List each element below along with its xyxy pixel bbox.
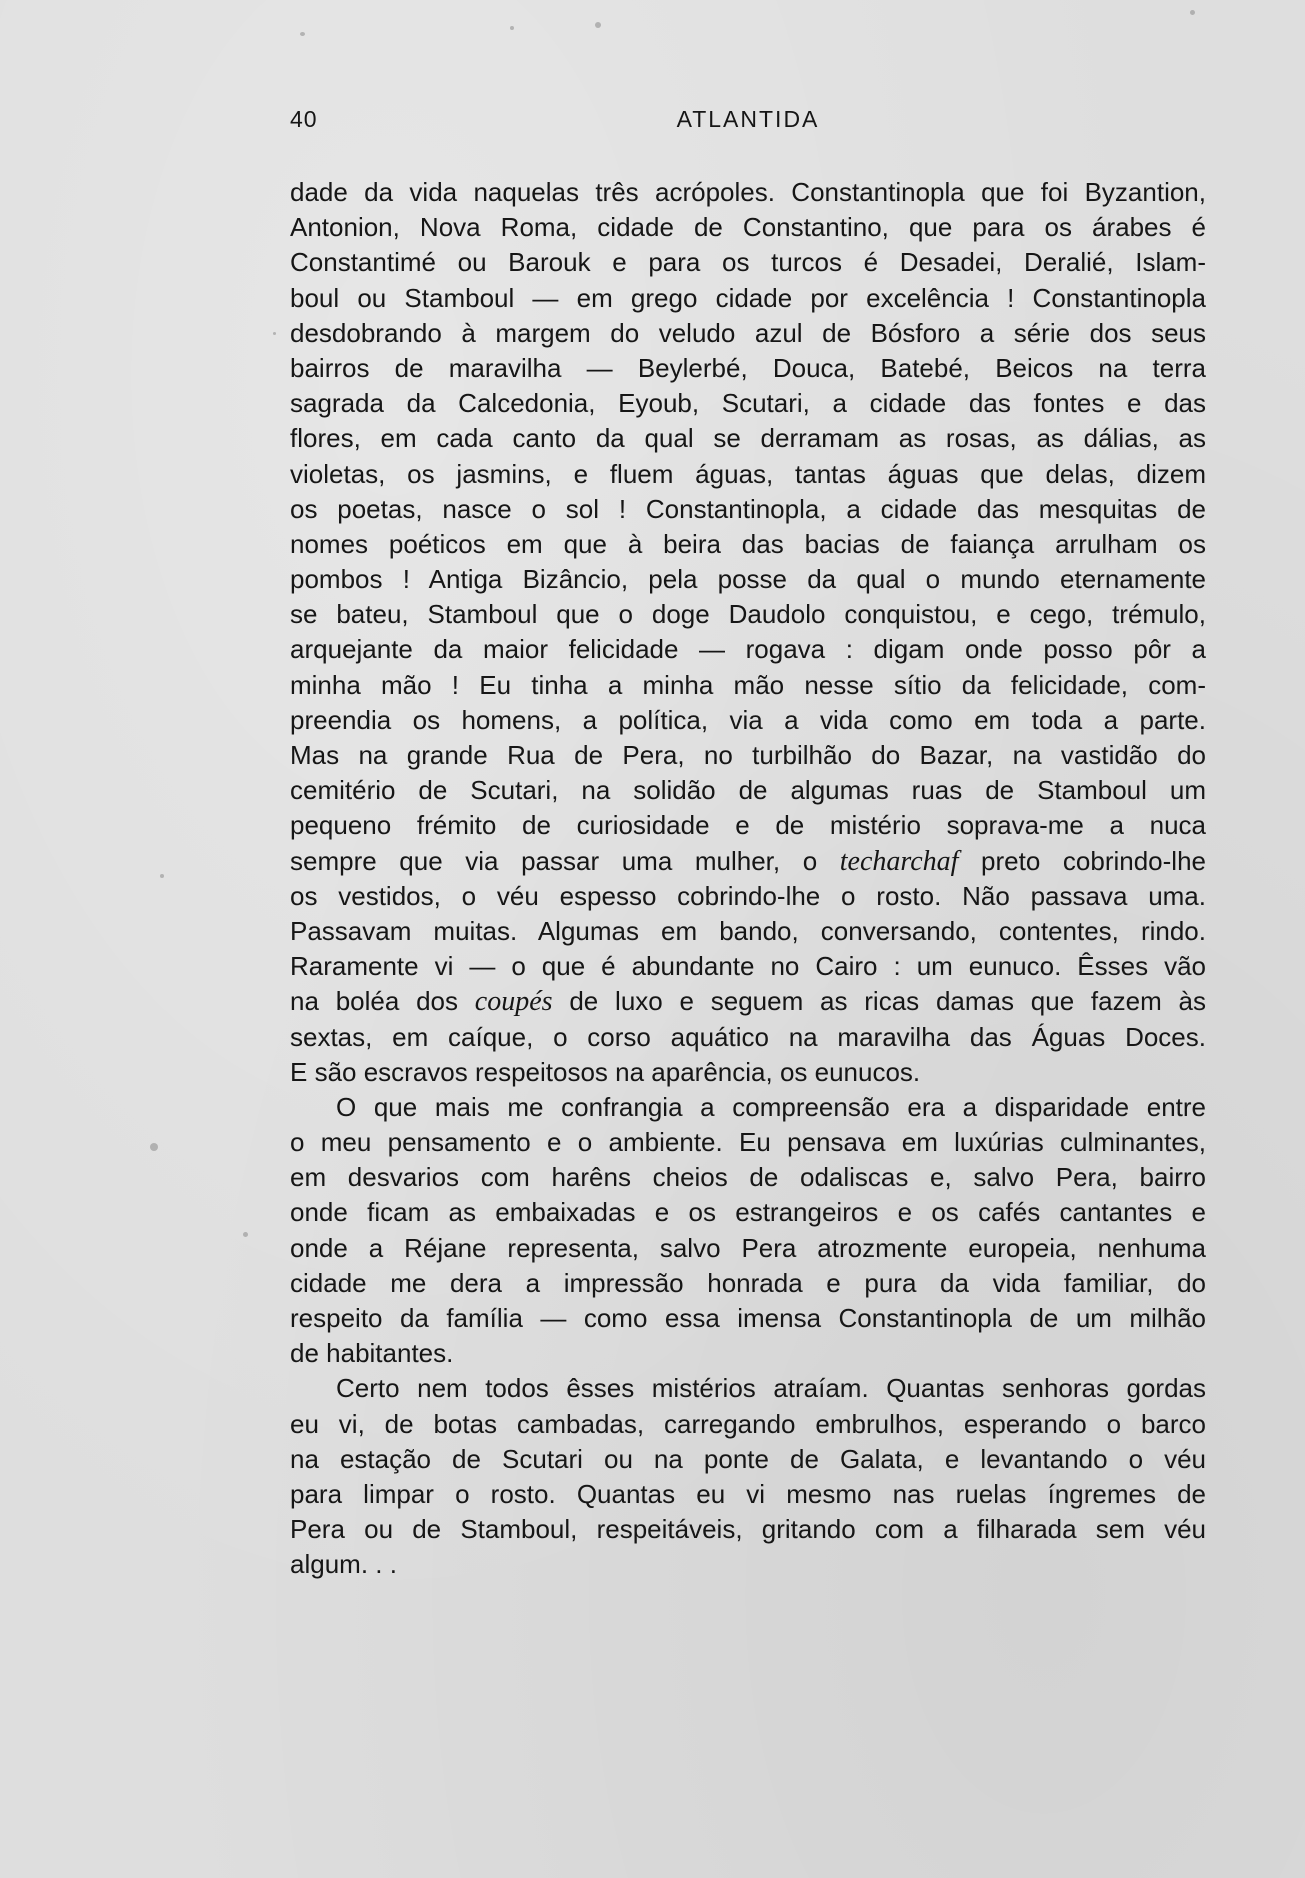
text-line: minha mão ! Eu tinha a minha mão nesse sítio da felicidade, com-: [290, 669, 1206, 700]
text-line: cemitério de Scutari, na solidão de algumas ruas de Stamboul um: [290, 775, 1206, 806]
text-run: na boléa dos: [290, 986, 475, 1017]
paper-speck: [595, 22, 601, 28]
text-line: dade da vida naquelas três acrópoles. Constantinopla que foi Byzantion,: [290, 177, 1206, 207]
text-line: E são escravos respeitosos na aparência, os eunucos.: [290, 1056, 921, 1087]
text-line: arquejante da maior felicidade — rogava : digam onde posso pôr a: [290, 634, 1206, 665]
paragraph: [290, 1090, 1206, 1372]
page-header: [290, 106, 1206, 140]
text-line: Mas na grande Rua de Pera, no turbilhão do Bazar, na vastidão do: [290, 740, 1206, 770]
paper-speck: [150, 1143, 158, 1151]
paper-speck: [1190, 10, 1195, 15]
text-line: Constantimé ou Barouk e para os turcos é Desadei, Deralié, Islam-: [290, 247, 1206, 278]
text-line: onde a Réjane representa, salvo Pera atrozmente europeia, nenhuma: [290, 1232, 1206, 1263]
text-line: boul ou Stamboul — em grego cidade por excelência ! Constantinopla: [290, 282, 1206, 313]
running-title: ATLANTIDA: [676, 106, 820, 132]
text-line: o meu pensamento e o ambiente. Eu pensava em luxúrias culminantes,: [290, 1127, 1206, 1158]
text-line: flores, em cada canto da qual se derramam as rosas, as dálias, as: [290, 423, 1206, 454]
text-line: algum. . .: [290, 1549, 397, 1580]
text-line: [290, 984, 1206, 1019]
paper-speck: [273, 332, 276, 335]
text-line: respeito da família — como essa imensa Constantinopla de um milhão: [290, 1303, 1206, 1333]
text-line: desdobrando à margem do veludo azul de Bósforo a série dos seus: [290, 317, 1206, 348]
text-line: onde ficam as embaixadas e os estrangeiros e os cafés cantantes e: [290, 1197, 1206, 1228]
text-line: de habitantes.: [290, 1338, 454, 1369]
text-line: para limpar o rosto. Quantas eu vi mesmo nas ruelas íngremes de: [290, 1478, 1206, 1509]
text-line: Raramente vi — o que é abundante no Cairo : um eunuco. Êsses vão: [290, 951, 1206, 982]
paper-speck: [243, 1232, 248, 1237]
text-line: sextas, em caíque, o corso aquático na maravilha das Águas Doces.: [290, 1021, 1206, 1052]
text-run: preto cobrindo-lhe: [958, 845, 1206, 876]
text-line: Certo nem todos êsses mistérios atraíam. Quantas senhoras gordas: [336, 1373, 1206, 1404]
paper-speck: [160, 874, 164, 878]
paragraph: [290, 1371, 1206, 1582]
text-line: preendia os homens, a política, via a vida como em toda a parte.: [290, 704, 1206, 735]
text-line: eu vi, de botas cambadas, carregando embrulhos, esperando o barco: [290, 1408, 1206, 1439]
text-line: violetas, os jasmins, e fluem águas, tantas águas que delas, dizem: [290, 458, 1206, 489]
text-line: os vestidos, o véu espesso cobrindo-lhe o rosto. Não passava uma.: [290, 880, 1206, 911]
text-run: sempre que via passar uma mulher, o: [290, 845, 840, 876]
text-line: na estação de Scutari ou na ponte de Galata, e levantando o véu: [290, 1443, 1206, 1474]
text-line: Antonion, Nova Roma, cidade de Constantino, que para os árabes é: [290, 212, 1206, 243]
text-line: cidade me dera a impressão honrada e pura da vida familiar, do: [290, 1267, 1206, 1298]
text-line: sagrada da Calcedonia, Eyoub, Scutari, a cidade das fontes e das: [290, 388, 1206, 419]
text-line: O que mais me confrangia a compreensão era a disparidade entre: [336, 1091, 1206, 1122]
text-line: Pera ou de Stamboul, respeitáveis, gritando com a filharada sem véu: [290, 1514, 1206, 1545]
paper-speck: [510, 26, 514, 30]
page-number: 40: [290, 106, 318, 132]
text-line: em desvarios com harêns cheios de odaliscas e, salvo Pera, bairro: [290, 1162, 1206, 1193]
text-line: bairros de maravilha — Beylerbé, Douca, Batebé, Beicos na terra: [290, 352, 1206, 383]
paper-speck: [300, 32, 305, 36]
text-run: de luxo e seguem as ricas damas que fazem às: [552, 986, 1206, 1017]
text-line: nomes poéticos em que à beira das bacias de faiança arrulham os: [290, 528, 1206, 559]
text-line: [290, 844, 1206, 879]
text-line: pequeno frémito de curiosidade e de mistério soprava-me a nuca: [290, 810, 1206, 841]
body-text: [290, 175, 1206, 1583]
text-line: se bateu, Stamboul que o doge Daudolo conquistou, e cego, trémulo,: [290, 599, 1206, 630]
text-line: os poetas, nasce o sol ! Constantinopla, a cidade das mesquitas de: [290, 493, 1206, 524]
text-line: Passavam muitas. Algumas em bando, conversando, contentes, rindo.: [290, 915, 1206, 946]
italic-term: techarchaf: [839, 845, 959, 877]
italic-term: coupés: [474, 986, 553, 1018]
paragraph: [290, 175, 1206, 1090]
text-line: pombos ! Antiga Bizâncio, pela posse da qual o mundo eternamente: [290, 564, 1206, 595]
